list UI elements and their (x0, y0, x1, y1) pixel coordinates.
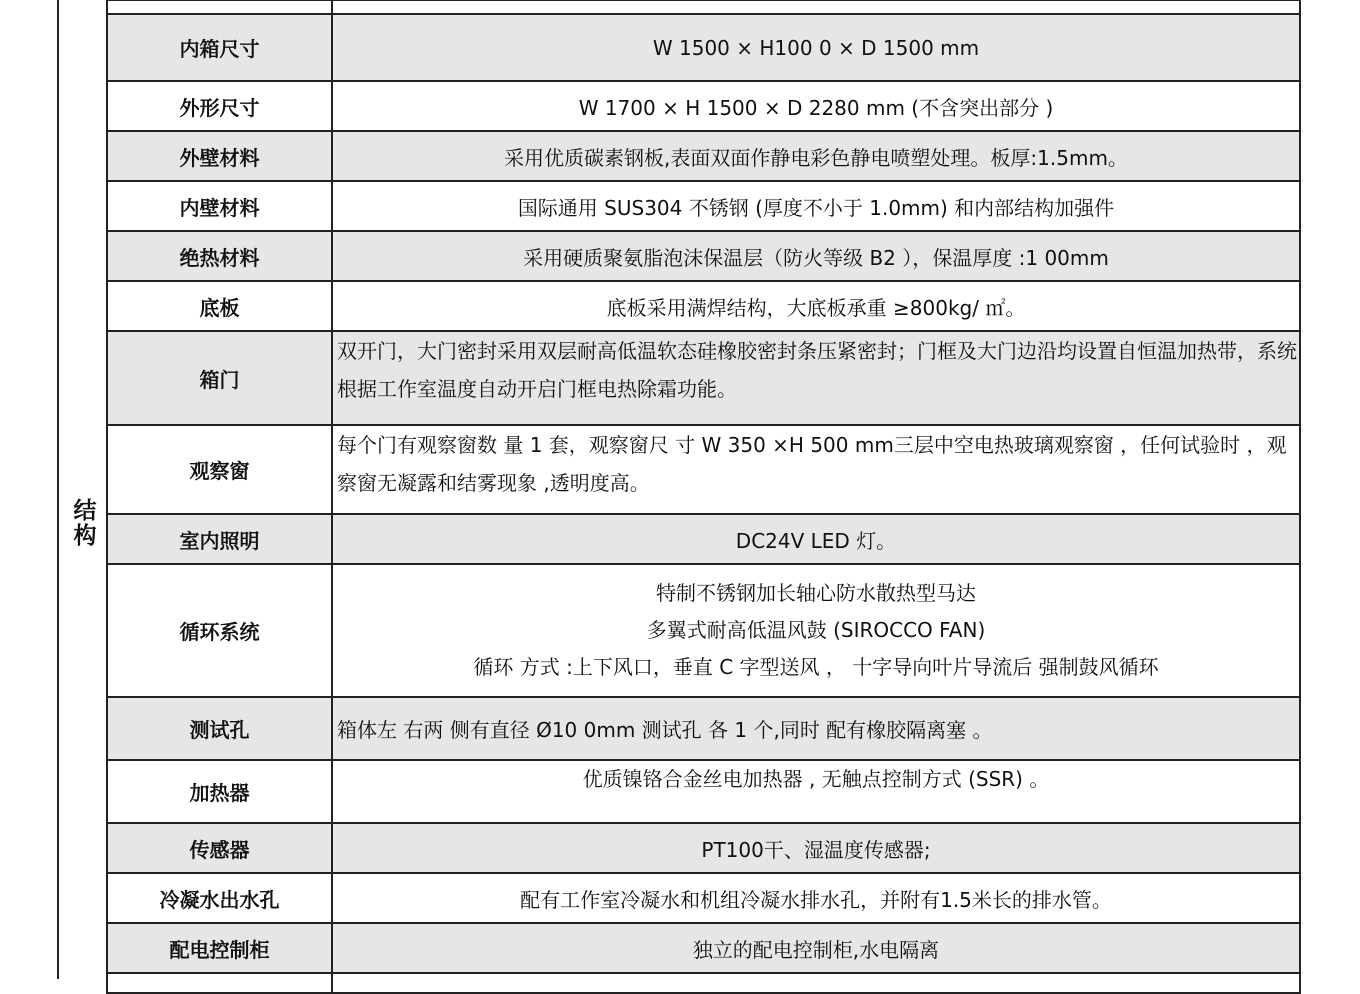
table-row (107, 923, 1300, 973)
table-row (107, 973, 1300, 993)
row-value: W 1700 × H 1500 × D 2280 mm (不含突出部分 ) (332, 81, 1300, 131)
row-value: 箱体左 右两 侧有直径 Ø10 0mm 测试孔 各 1 个,同时 配有橡胶隔离塞 。 (332, 697, 1300, 760)
table-row (107, 331, 1300, 425)
row-key: 传感器 (107, 823, 332, 873)
circulation-line: 循环 方式 :上下风口，垂直 C 字型送风 ， 十字导向叶片导流后 强制鼓风循环 (473, 655, 1159, 679)
row-value: 每个门有观察窗数 量 1 套，观察窗尺 寸 W 350 ×H 500 mm三层中空电热玻璃观察窗 ，任何试验时 ，观察窗无凝露和结雾现象 ,透明度高。 (332, 425, 1300, 514)
row-value: PT100干、湿温度传感器; (332, 823, 1300, 873)
table-row (107, 514, 1300, 564)
table-row (107, 823, 1300, 873)
row-key: 冷凝水出水孔 (107, 873, 332, 923)
row-key (107, 0, 332, 14)
row-key: 配电控制柜 (107, 923, 332, 973)
row-value: 国际通用 SUS304 不锈钢 (厚度不小于 1.0mm) 和内部结构加强件 (332, 181, 1300, 231)
row-value: 采用硬质聚氨脂泡沫保温层（防火等级 B2 ），保温厚度 :1 00mm (332, 231, 1300, 281)
circulation-line: 特制不锈钢加长轴心防水散热型马达 (656, 581, 976, 605)
table-row (107, 281, 1300, 331)
row-value: 双开门，大门密封采用双层耐高低温软态硅橡胶密封条压紧密封；门框及大门边沿均设置自恒温加热带，系统根据工作室温度自动开启门框电热除霜功能。 (332, 331, 1300, 425)
spec-table (106, 0, 1301, 994)
row-key: 绝热材料 (107, 231, 332, 281)
row-value (332, 0, 1300, 14)
row-key: 外形尺寸 (107, 81, 332, 131)
category-label: 结构 (69, 498, 96, 548)
table-row (107, 564, 1300, 697)
row-value (332, 564, 1300, 697)
circulation-line: 多翼式耐高低温风鼓 (SIROCCO FAN) (646, 618, 986, 642)
table-row (107, 697, 1300, 760)
row-key (107, 973, 332, 993)
table-row (107, 425, 1300, 514)
row-value: DC24V LED 灯。 (332, 514, 1300, 564)
table-row (107, 14, 1300, 81)
row-key: 底板 (107, 281, 332, 331)
table-row (107, 131, 1300, 181)
row-key: 箱门 (107, 331, 332, 425)
row-key: 循环系统 (107, 564, 332, 697)
row-key: 外壁材料 (107, 131, 332, 181)
row-value: 独立的配电控制柜,水电隔离 (332, 923, 1300, 973)
row-key: 内箱尺寸 (107, 14, 332, 81)
table-row (107, 873, 1300, 923)
table-row (107, 0, 1300, 14)
row-key: 加热器 (107, 760, 332, 823)
row-value (332, 973, 1300, 993)
row-value: 优质镍铬合金丝电加热器 , 无触点控制方式 (SSR) 。 (332, 760, 1300, 823)
row-value: 配有工作室冷凝水和机组冷凝水排水孔，并附有1.5米长的排水管。 (332, 873, 1300, 923)
table-row (107, 181, 1300, 231)
table-row (107, 231, 1300, 281)
row-value: W 1500 × H100 0 × D 1500 mm (332, 14, 1300, 81)
row-value: 采用优质碳素钢板,表面双面作静电彩色静电喷塑处理。板厚:1.5mm。 (332, 131, 1300, 181)
table-row (107, 760, 1300, 823)
table-row (107, 81, 1300, 131)
row-key: 内壁材料 (107, 181, 332, 231)
row-key: 测试孔 (107, 697, 332, 760)
row-key: 室内照明 (107, 514, 332, 564)
row-value: 底板采用满焊结构，大底板承重 ≥800kg/ ㎡。 (332, 281, 1300, 331)
row-key: 观察窗 (107, 425, 332, 514)
